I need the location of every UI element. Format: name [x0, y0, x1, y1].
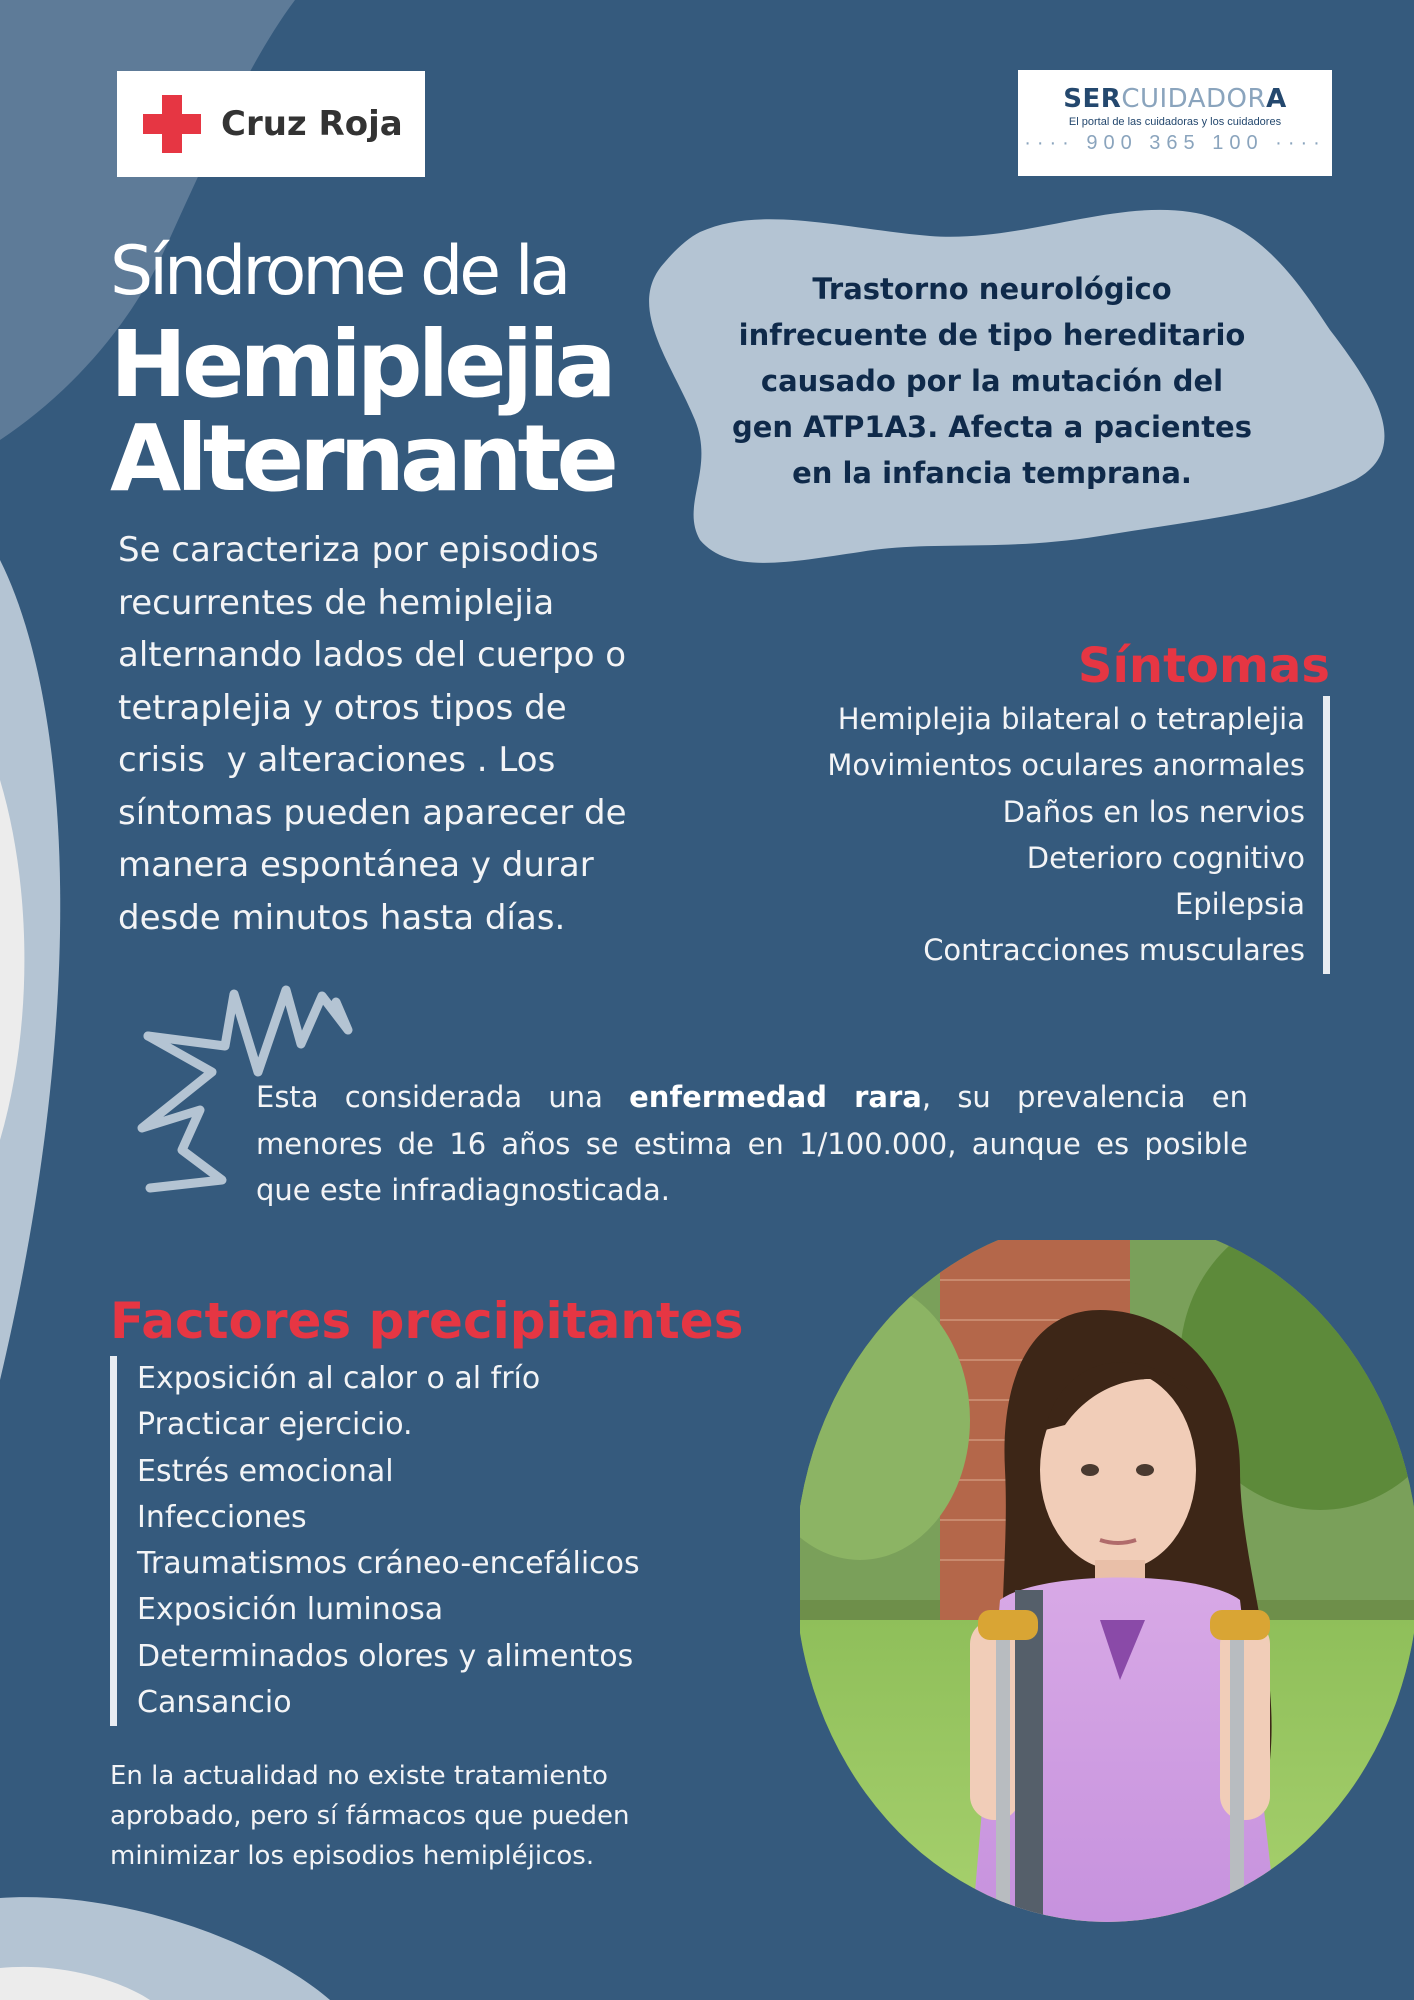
factor-item: Determinados olores y alimentos	[137, 1638, 634, 1674]
factor-item: Exposición al calor o al frío	[137, 1361, 541, 1396]
zigzag-scribble	[148, 990, 348, 1072]
symptom-item: Epilepsia	[1174, 887, 1305, 922]
symptom-item: Hemiplejia bilateral o tetraplejia	[837, 702, 1305, 736]
intro-line: desde minutos hasta días.	[118, 897, 566, 938]
intro-line: alternando lados del cuerpo o	[118, 635, 627, 675]
treatment-paragraph	[110, 1756, 730, 1876]
intro-line: recurrentes de hemiplejia	[118, 582, 555, 623]
factor-item: Exposición luminosa	[137, 1592, 444, 1628]
treatment-line: aprobado, pero sí fármacos que pueden	[110, 1801, 630, 1831]
cruz-roja-logo	[117, 71, 425, 177]
sercuidadora-tagline: El portal de las cuidadoras y los cuidadores	[1068, 116, 1282, 128]
sercuidadora-phone: ···· 900 365 100 ····	[1024, 132, 1326, 154]
prevalence-text-end: , su prevalencia en menores de 16 años se estima en 1/100.000, aunque es posible que este infradiagnosticada.	[256, 1080, 1248, 1207]
intro-paragraph	[118, 524, 698, 944]
factors-list	[110, 1356, 750, 1726]
symptom-item: Deterioro cognitivo	[1026, 840, 1305, 875]
title-line-3: Alternante	[110, 405, 614, 512]
symptoms-heading: Síntomas	[1077, 638, 1330, 694]
highlight-line: causado por la mutación del	[760, 364, 1224, 398]
factors-heading: Factores precipitantes	[110, 1292, 744, 1350]
highlight-line: Trastorno neurológico	[812, 272, 1172, 306]
sercuidadora-logo	[1018, 70, 1332, 176]
highlight-line: gen ATP1A3. Afecta a pacientes	[732, 410, 1252, 444]
sercuidadora-brand: SERCUIDADORA	[1063, 84, 1287, 114]
title-line-2: Hemiplejia	[110, 311, 612, 418]
prevalence-paragraph	[256, 1074, 1248, 1214]
symptom-item: Daños en los nervios	[1002, 794, 1305, 829]
symptom-item: Contracciones musculares	[923, 933, 1305, 968]
factor-item: Traumatismos cráneo-encefálicos	[137, 1546, 640, 1582]
intro-line: tetraplejia y otros tipos de	[118, 687, 567, 728]
title-line-1: Síndrome de la	[110, 232, 568, 311]
intro-line: Se caracteriza por episodios	[118, 530, 599, 570]
intro-line: manera espontánea y durar	[118, 845, 594, 885]
intro-line: síntomas pueden aparecer de	[118, 792, 627, 833]
zigzag-scribble-lower	[142, 1036, 222, 1188]
girl-with-crutches-photo	[800, 1240, 1414, 1950]
title-main	[110, 311, 614, 512]
intro-line: crisis y alteraciones . Los	[118, 740, 556, 780]
prevalence-text-start: Esta considerada una	[256, 1080, 630, 1114]
red-cross-icon	[143, 95, 201, 153]
symptoms-list	[730, 696, 1330, 974]
factor-item: Infecciones	[137, 1499, 307, 1535]
treatment-line: En la actualidad no existe tratamiento	[110, 1761, 608, 1791]
factor-item: Practicar ejercicio.	[137, 1407, 413, 1443]
highlight-line: infrecuente de tipo hereditario	[738, 318, 1246, 352]
highlight-line: en la infancia temprana.	[792, 456, 1192, 490]
factor-item: Cansancio	[137, 1685, 292, 1721]
highlight-summary	[712, 266, 1272, 496]
cruz-roja-name: Cruz Roja	[221, 104, 403, 144]
treatment-line: minimizar los episodios hemipléjicos.	[110, 1841, 595, 1871]
symptom-item: Movimientos oculares anormales	[827, 748, 1305, 783]
factor-item: Estrés emocional	[137, 1453, 394, 1489]
rare-disease-emphasis: enfermedad rara	[629, 1080, 922, 1114]
